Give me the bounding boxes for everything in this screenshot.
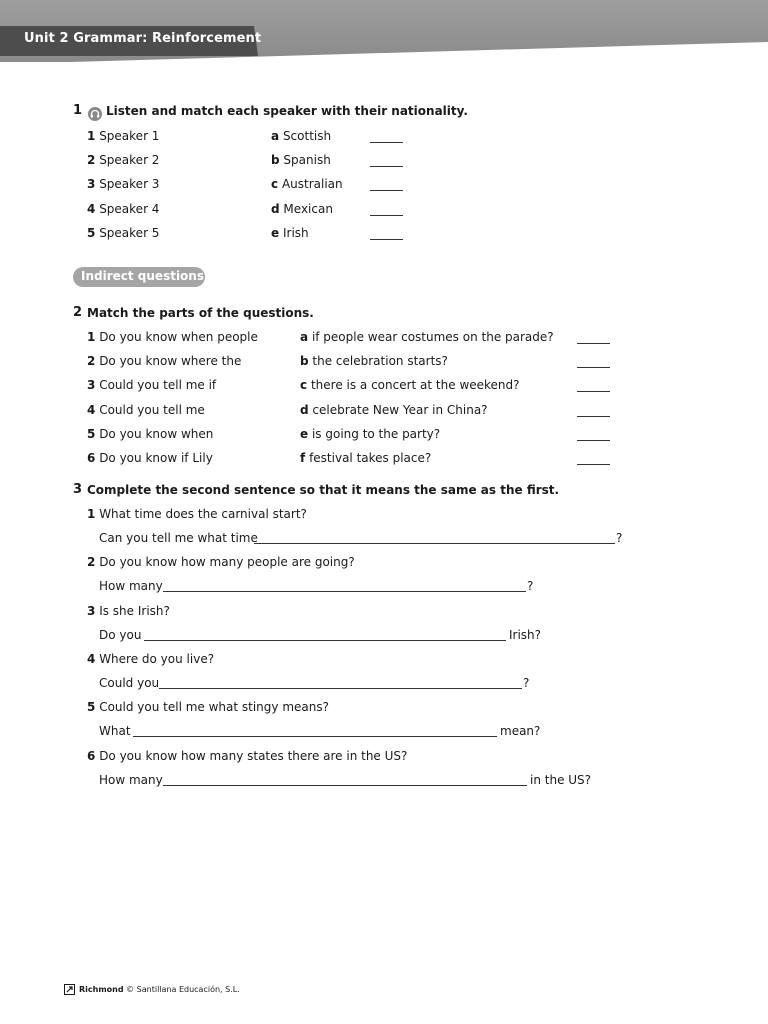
nationality-option <box>271 128 331 144</box>
sentence-question-text: Where do you live? <box>99 651 215 666</box>
sentence-question <box>87 699 329 715</box>
question-end-text: festival takes place? <box>309 451 432 465</box>
speaker-item-text: Speaker 2 <box>99 153 160 168</box>
question-end <box>300 353 448 369</box>
sentence-question-text: Do you know how many people are going? <box>99 555 355 570</box>
sentence-question-number: 5 <box>87 700 96 715</box>
question-end <box>300 450 431 466</box>
nationality-option-text: Australian <box>281 177 343 192</box>
sentence-question-text: Is she Irish? <box>99 603 170 618</box>
question-start <box>87 353 241 369</box>
question-start-text: Do you know where the <box>99 354 242 369</box>
question-start-number: 2 <box>87 354 96 369</box>
question-end-text: celebrate New Year in China? <box>312 402 488 417</box>
question-end-text: is going to the party? <box>311 426 441 441</box>
nationality-option <box>271 152 331 168</box>
sentence-question-number: 6 <box>87 748 96 763</box>
sentence-prompt: Do you <box>99 627 142 642</box>
answer-line[interactable] <box>133 736 497 737</box>
speaker-item <box>87 201 159 217</box>
answer-blank[interactable] <box>370 166 403 167</box>
question-start <box>87 426 213 442</box>
sentence-question-number: 2 <box>87 555 96 570</box>
exercise-1-instruction: Listen and match each speaker with their nationality. <box>106 104 468 118</box>
question-start-text: Could you tell me <box>99 402 205 417</box>
nationality-option-number: d <box>271 201 280 216</box>
sentence-question-text: Could you tell me what stingy means? <box>99 700 329 715</box>
speaker-item <box>87 176 159 192</box>
question-end-text: if people wear costumes on the parade? <box>311 330 554 344</box>
question-start <box>87 329 258 345</box>
speaker-item-text: Speaker 5 <box>99 225 160 240</box>
section-label: Indirect questions <box>81 269 204 283</box>
question-start <box>87 450 213 466</box>
answer-blank[interactable] <box>370 239 403 240</box>
question-start-number: 1 <box>87 330 96 344</box>
question-end <box>300 402 488 418</box>
nationality-option <box>271 201 333 217</box>
question-start-text: Do you know if Lily <box>99 451 213 465</box>
exercise-3-instruction: Complete the second sentence so that it means the same as the first. <box>87 483 560 497</box>
nationality-option-number: b <box>271 153 280 168</box>
speaker-item-text: Speaker 1 <box>99 129 160 143</box>
nationality-option <box>271 225 309 241</box>
speaker-item <box>87 152 159 168</box>
speaker-item <box>87 128 159 144</box>
speaker-item-number: 4 <box>87 201 96 216</box>
sentence-prompt: What <box>99 724 131 739</box>
speaker-item-number: 1 <box>87 129 96 143</box>
sentence-ending: mean? <box>500 724 541 739</box>
question-start-number: 5 <box>87 426 96 441</box>
question-end-text: there is a concert at the weekend? <box>310 378 520 393</box>
headphones-icon <box>88 107 102 121</box>
question-start-number: 4 <box>87 402 96 417</box>
footer-brand: Richmond <box>79 985 124 994</box>
answer-blank[interactable] <box>370 190 403 191</box>
answer-blank[interactable] <box>577 367 610 368</box>
page-title: Unit 2 Grammar: Reinforcement <box>24 31 262 46</box>
sentence-question-text: Do you know how many states there are in the US? <box>99 748 408 763</box>
answer-blank[interactable] <box>577 440 610 441</box>
nationality-option-number: e <box>271 225 280 240</box>
speaker-item <box>87 225 159 241</box>
exercise-2-number: 2 <box>73 305 83 320</box>
sentence-question-number: 1 <box>87 507 96 521</box>
nationality-option-text: Scottish <box>282 129 332 143</box>
answer-blank[interactable] <box>370 142 403 143</box>
sentence-prompt: How many <box>99 772 163 787</box>
sentence-ending: ? <box>523 675 530 690</box>
nationality-option <box>271 176 343 192</box>
question-start-text: Do you know when people <box>99 330 258 344</box>
sentence-ending: ? <box>527 579 534 594</box>
nationality-option-text: Spanish <box>283 153 331 168</box>
speaker-item-number: 2 <box>87 153 96 168</box>
answer-line[interactable] <box>159 688 522 689</box>
question-start <box>87 402 205 418</box>
nationality-option-text: Mexican <box>283 201 333 216</box>
question-start-number: 6 <box>87 451 96 465</box>
speaker-item-number: 5 <box>87 225 96 240</box>
sentence-ending: in the US? <box>530 772 592 787</box>
answer-line[interactable] <box>163 591 526 592</box>
sentence-question-text: What time does the carnival start? <box>99 507 307 521</box>
answer-blank[interactable] <box>577 343 610 344</box>
question-end-text: the celebration starts? <box>312 354 448 369</box>
answer-line[interactable] <box>144 640 506 641</box>
question-end-number: c <box>300 378 308 393</box>
exercise-1-number: 1 <box>73 103 83 118</box>
sentence-question <box>87 603 170 619</box>
speaker-item-number: 3 <box>87 177 96 192</box>
answer-blank[interactable] <box>370 215 403 216</box>
question-end <box>300 329 554 345</box>
answer-line[interactable] <box>163 785 527 786</box>
question-end-number: e <box>300 426 309 441</box>
question-end-number: b <box>300 354 309 369</box>
question-start-text: Do you know when <box>99 426 214 441</box>
nationality-option-number: c <box>271 177 279 192</box>
nationality-option-text: Irish <box>282 225 309 240</box>
speaker-item-text: Speaker 4 <box>99 201 160 216</box>
exercise-2-instruction: Match the parts of the questions. <box>87 306 314 320</box>
exercise-3-number: 3 <box>73 482 83 497</box>
sentence-question <box>87 651 214 667</box>
question-start-text: Could you tell me if <box>99 378 217 393</box>
sentence-ending: ? <box>616 531 623 545</box>
question-end-number: d <box>300 402 309 417</box>
sentence-question <box>87 506 307 522</box>
footer-copyright-text: © Santillana Educación, S.L. <box>126 985 240 994</box>
question-end <box>300 377 520 393</box>
sentence-prompt: Could you <box>99 675 160 690</box>
question-start-number: 3 <box>87 378 96 393</box>
footer-copyright <box>79 985 240 994</box>
sentence-question-number: 3 <box>87 603 96 618</box>
question-start <box>87 377 216 393</box>
sentence-prompt: How many <box>99 579 163 594</box>
answer-blank[interactable] <box>577 464 610 465</box>
question-end-number: f <box>300 451 306 465</box>
answer-blank[interactable] <box>577 391 610 392</box>
question-end <box>300 426 440 442</box>
answer-line[interactable] <box>254 543 615 544</box>
sentence-question <box>87 554 355 570</box>
richmond-logo-icon <box>64 984 75 995</box>
sentence-question <box>87 748 407 764</box>
sentence-question-number: 4 <box>87 651 96 666</box>
answer-blank[interactable] <box>577 416 610 417</box>
sentence-ending: Irish? <box>509 627 542 642</box>
speaker-item-text: Speaker 3 <box>99 177 160 192</box>
question-end-number: a <box>300 330 309 344</box>
sentence-prompt: Can you tell me what time <box>99 531 258 545</box>
nationality-option-number: a <box>271 129 280 143</box>
